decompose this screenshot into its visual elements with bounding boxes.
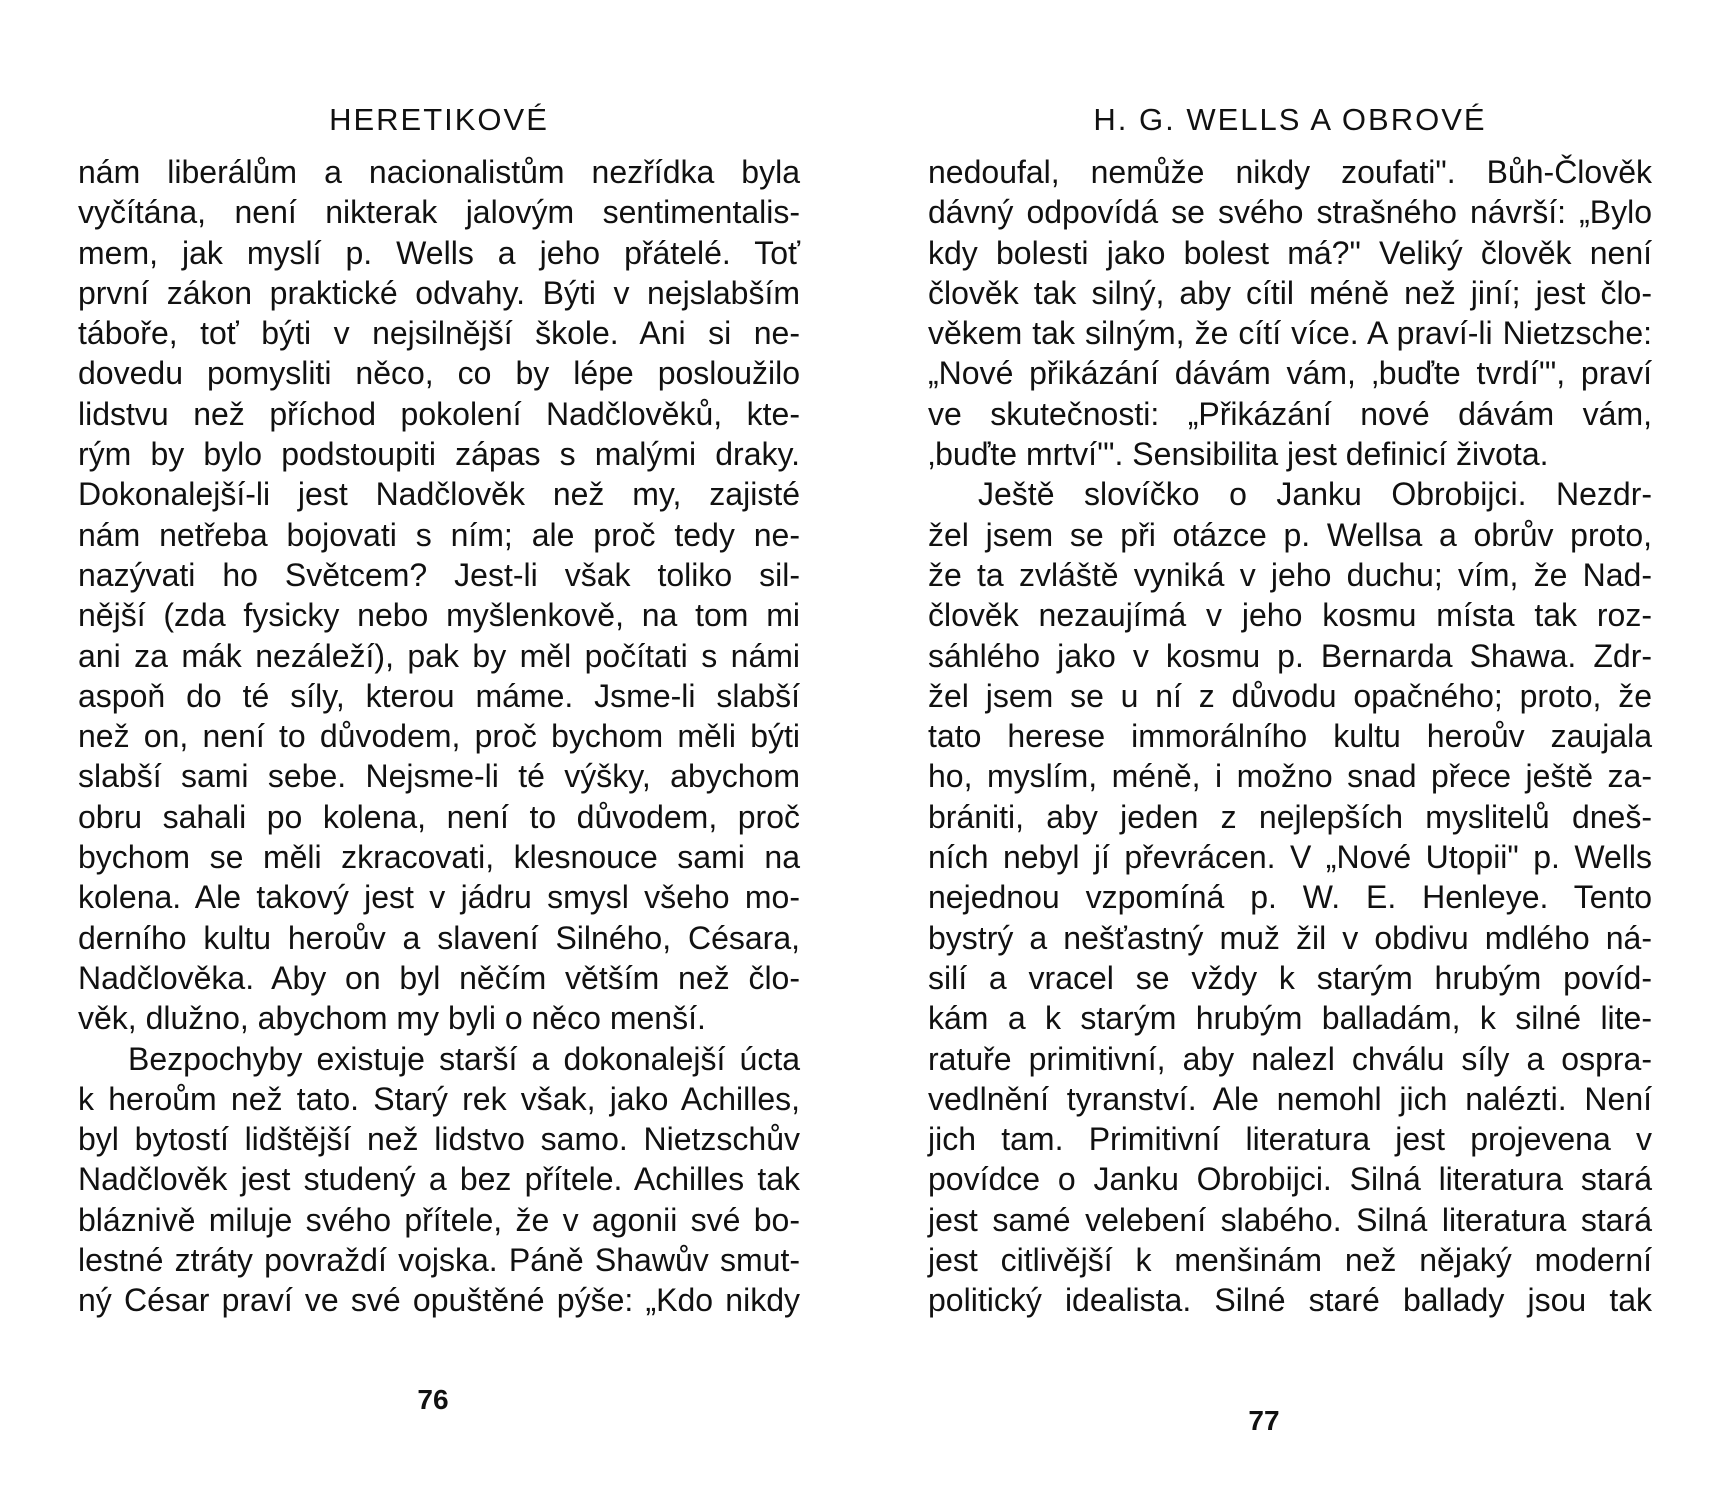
text-line: mem, jak myslí p. Wells a jeho přátelé. Toť bbox=[78, 234, 800, 271]
text-line: nám liberálům a nacionalistům nezřídka byla bbox=[78, 154, 800, 190]
text-line: ani za mák nezáleží), pak by měl počítati s námi bbox=[78, 637, 800, 674]
text-line: nazývati ho Světcem? Jest-li však toliko sil- bbox=[78, 556, 800, 593]
running-head: HERETIKOVÉ bbox=[329, 102, 549, 137]
right-page bbox=[928, 0, 1652, 1501]
text-line: ních nebyl jí převrácen. V „Nové Utopii" p. Wells bbox=[928, 839, 1652, 876]
text-line: než on, není to důvodem, proč bychom měli býti bbox=[78, 718, 800, 755]
page-number: 76 bbox=[417, 1384, 449, 1415]
text-line: derního kultu heroův a slavení Silného, Césara, bbox=[78, 919, 800, 956]
running-head: H. G. WELLS A OBROVÉ bbox=[1093, 102, 1487, 137]
text-line: dovedu pomysliti něco, co by lépe posloužilo bbox=[78, 355, 800, 392]
text-line: že ta zvláště vyniká v jeho duchu; vím, že Nad- bbox=[928, 556, 1652, 593]
text-line: vedlnění tyranství. Ale nemohl jich nalézti. Není bbox=[928, 1080, 1652, 1117]
text-line: k heroům než tato. Starý rek však, jako Achilles, bbox=[78, 1080, 800, 1117]
text-line: obru sahali po kolena, není to důvodem, proč bbox=[78, 798, 800, 835]
text-line: nám netřeba bojovati s ním; ale proč tedy ne- bbox=[78, 516, 800, 553]
body-text bbox=[928, 152, 1652, 1321]
text-line: člověk tak silný, aby cítil méně než jiní; jest člo- bbox=[928, 274, 1652, 311]
text-line: ‚buďte mrtví'". Sensibilita jest definicí života. bbox=[928, 436, 1549, 473]
text-line: jest samé velebení slabého. Silná literatura stará bbox=[928, 1201, 1652, 1238]
text-line: bláznivě miluje svého přítele, že v agonii své bo- bbox=[78, 1201, 800, 1238]
text-line: povídce o Janku Obrobijci. Silná literatura stará bbox=[928, 1161, 1652, 1198]
text-line: politický idealista. Silné staré ballady jsou tak bbox=[928, 1282, 1652, 1319]
body-text bbox=[78, 152, 800, 1321]
text-line: kdy bolesti jako bolest má?" Veliký člověk není bbox=[928, 234, 1652, 271]
text-line: slabší sami sebe. Nejsme-li té výšky, abychom bbox=[78, 758, 800, 795]
text-line: první zákon praktické odvahy. Býti v nejslabším bbox=[78, 274, 800, 311]
text-line: člověk nezaujímá v jeho kosmu místa tak roz- bbox=[928, 597, 1652, 634]
text-line: kám a k starým hrubým balladám, k silné lite- bbox=[928, 1000, 1652, 1037]
text-line: věk, dlužno, abychom my byli o něco menší. bbox=[78, 1000, 706, 1037]
text-line: ho, myslím, méně, i možno snad přece ještě za- bbox=[928, 758, 1652, 795]
text-line: Bezpochyby existuje starší a dokonalejší úcta bbox=[128, 1040, 800, 1077]
text-line: silí a vracel se vždy k starým hrubým povíd- bbox=[928, 959, 1652, 996]
text-line: Nadčlověk jest studený a bez přítele. Achilles tak bbox=[78, 1161, 800, 1198]
text-line: ratuře primitivní, aby nalezl chválu síly a ospra- bbox=[928, 1040, 1652, 1077]
text-line: kolena. Ale takový jest v jádru smysl všeho mo- bbox=[78, 879, 800, 916]
text-line: žel jsem se při otázce p. Wellsa a obrův proto, bbox=[928, 516, 1652, 553]
text-line: bystrý a nešťastný muž žil v obdivu mdlého ná- bbox=[928, 919, 1652, 956]
text-line: ný César praví ve své opuštěné pýše: „Kdo nikdy bbox=[78, 1282, 800, 1319]
text-line: brániti, aby jeden z nejlepších myslitelů dneš- bbox=[928, 798, 1652, 835]
text-line: nejednou vzpomíná p. W. E. Henleye. Tento bbox=[928, 879, 1652, 916]
page-number: 77 bbox=[1248, 1405, 1280, 1436]
text-line: Nadčlověka. Aby on byl něčím větším než člo- bbox=[78, 959, 800, 996]
text-line: Dokonalejší-li jest Nadčlověk než my, zajisté bbox=[78, 476, 800, 513]
text-line: tato herese immorálního kultu heroův zaujala bbox=[928, 718, 1652, 755]
text-line: nější (zda fysicky nebo myšlenkově, na tom mi bbox=[78, 597, 800, 634]
text-line: žel jsem se u ní z důvodu opačného; proto, že bbox=[928, 677, 1652, 714]
text-line: dávný odpovídá se svého strašného návrší: „Bylo bbox=[928, 194, 1652, 231]
text-line: vyčítána, není nikterak jalovým sentimentalis- bbox=[78, 194, 800, 231]
text-line: sáhlého jako v kosmu p. Bernarda Shawa. Zdr- bbox=[928, 637, 1652, 674]
text-line: jest citlivější k menšinám než nějaký moderní bbox=[928, 1242, 1652, 1279]
text-line: jich tam. Primitivní literatura jest projevena v bbox=[928, 1121, 1652, 1158]
text-line: byl bytostí lidštější než lidstvo samo. Nietzschův bbox=[78, 1121, 800, 1158]
text-line: Ještě slovíčko o Janku Obrobijci. Nezdr- bbox=[978, 476, 1652, 513]
text-line: ve skutečnosti: „Přikázání nové dávám vám, bbox=[928, 395, 1652, 432]
text-line: lidstvu než příchod pokolení Nadčlověků, kte- bbox=[78, 395, 800, 432]
text-line: nedoufal, nemůže nikdy zoufati". Bůh-Člověk bbox=[928, 154, 1652, 190]
text-line: rým by bylo podstoupiti zápas s malými draky. bbox=[78, 436, 800, 473]
text-line: „Nové přikázání dávám vám, ‚buďte tvrdí'", praví bbox=[928, 355, 1652, 392]
text-line: věkem tak silným, že cítí více. A praví-li Nietzsche: bbox=[928, 315, 1652, 352]
left-page bbox=[78, 0, 800, 1501]
text-line: aspoň do té síly, kterou máme. Jsme-li slabší bbox=[78, 677, 800, 714]
text-line: bychom se měli zkracovati, klesnouce sami na bbox=[78, 839, 800, 876]
text-line: lestné ztráty povraždí vojska. Páně Shawův smut- bbox=[78, 1242, 800, 1279]
text-line: táboře, toť býti v nejsilnější škole. Ani si ne- bbox=[78, 315, 800, 352]
